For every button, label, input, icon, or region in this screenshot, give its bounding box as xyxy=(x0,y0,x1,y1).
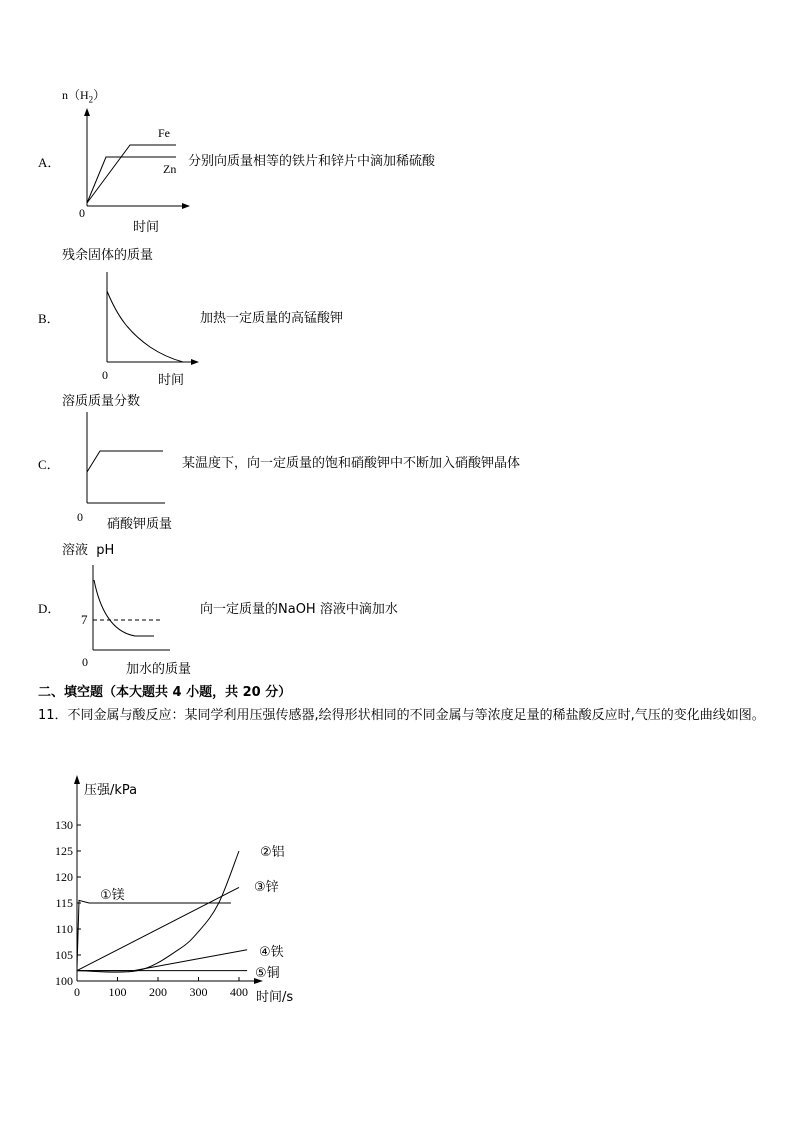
chart-y-tick-label: 110 xyxy=(55,922,73,936)
chart-y-axis-arrow xyxy=(74,775,80,784)
chart-series-copper-label: ⑤铜 xyxy=(255,966,280,981)
chart-y-tick-label: 125 xyxy=(55,844,73,858)
chart-series-magnesium-label: ①镁 xyxy=(100,888,125,903)
option-c-origin: 0 xyxy=(77,510,83,524)
chart-x-tick-label: 0 xyxy=(74,985,80,999)
option-d-y-axis-label: 溶液 pH xyxy=(62,543,115,558)
chart-y-axis-label: 压强/kPa xyxy=(84,783,138,798)
option-d-ref-label: 7 xyxy=(81,612,88,627)
chart-series-aluminum-curve xyxy=(77,851,239,972)
option-d-description: 向一定质量的NaOH 溶液中滴加水 xyxy=(200,602,398,617)
option-a-zn-label: Zn xyxy=(163,162,177,176)
chart-series-magnesium-curve xyxy=(77,900,231,968)
option-d-origin: 0 xyxy=(82,655,88,669)
option-b-x-axis-label: 时间 xyxy=(158,373,185,388)
chart-series-aluminum-label: ②铝 xyxy=(260,845,285,860)
option-b-description: 加热一定质量的高锰酸钾 xyxy=(200,311,344,326)
option-c-x-axis-label: 硝酸钾质量 xyxy=(107,517,173,532)
chart-x-tick-label: 100 xyxy=(108,985,127,999)
option-b-y-axis-label: 残余固体的质量 xyxy=(62,248,154,263)
option-b-letter: B． xyxy=(38,311,60,326)
option-a-x-axis-label: 时间 xyxy=(133,220,160,235)
chart-y-tick-label: 115 xyxy=(55,896,73,910)
option-a-y-axis-label: $n(H_2)$ xyxy=(62,88,106,105)
option-a-letter: A． xyxy=(38,155,61,170)
chart-series-zinc-label: ③锌 xyxy=(254,880,279,895)
chart-y-tick-label: 130 xyxy=(55,818,73,832)
question-text: 11．不同金属与酸反应：某同学利用压强传感器,绘得形状相同的不同金属与等浓度足量的稀盐酸反应时,气压的变化曲线如图。 xyxy=(38,708,765,723)
chart-series-iron-label: ④铁 xyxy=(259,945,284,960)
option-b-origin: 0 xyxy=(102,368,108,382)
option-c-letter: C． xyxy=(38,457,60,472)
chart-x-tick-label: 400 xyxy=(230,985,248,999)
option-c-y-axis-label: 溶质质量分数 xyxy=(62,394,141,409)
chart-x-tick-label: 200 xyxy=(149,985,167,999)
option-d-x-axis-label: 加水的质量 xyxy=(126,662,192,677)
chart-y-tick-label: 100 xyxy=(55,974,73,988)
option-a-description: 分别向质量相等的铁片和锌片中滴加稀硫酸 xyxy=(188,154,436,169)
chart-x-tick-label: 300 xyxy=(189,985,208,999)
chart-y-tick-label: 120 xyxy=(55,870,73,884)
option-a-fe-label: Fe xyxy=(158,126,170,140)
chart-x-axis-label: 时间/s xyxy=(256,990,294,1005)
section-heading: 二、填空题（本大题共 4 小题，共 20 分） xyxy=(38,685,292,700)
option-d-letter: D． xyxy=(38,601,61,616)
chart-y-tick-label: 105 xyxy=(55,948,73,962)
option-a-origin: 0 xyxy=(79,206,85,220)
option-c-description: 某温度下，向一定质量的饱和硝酸钾中不断加入硝酸钾晶体 xyxy=(182,456,521,471)
